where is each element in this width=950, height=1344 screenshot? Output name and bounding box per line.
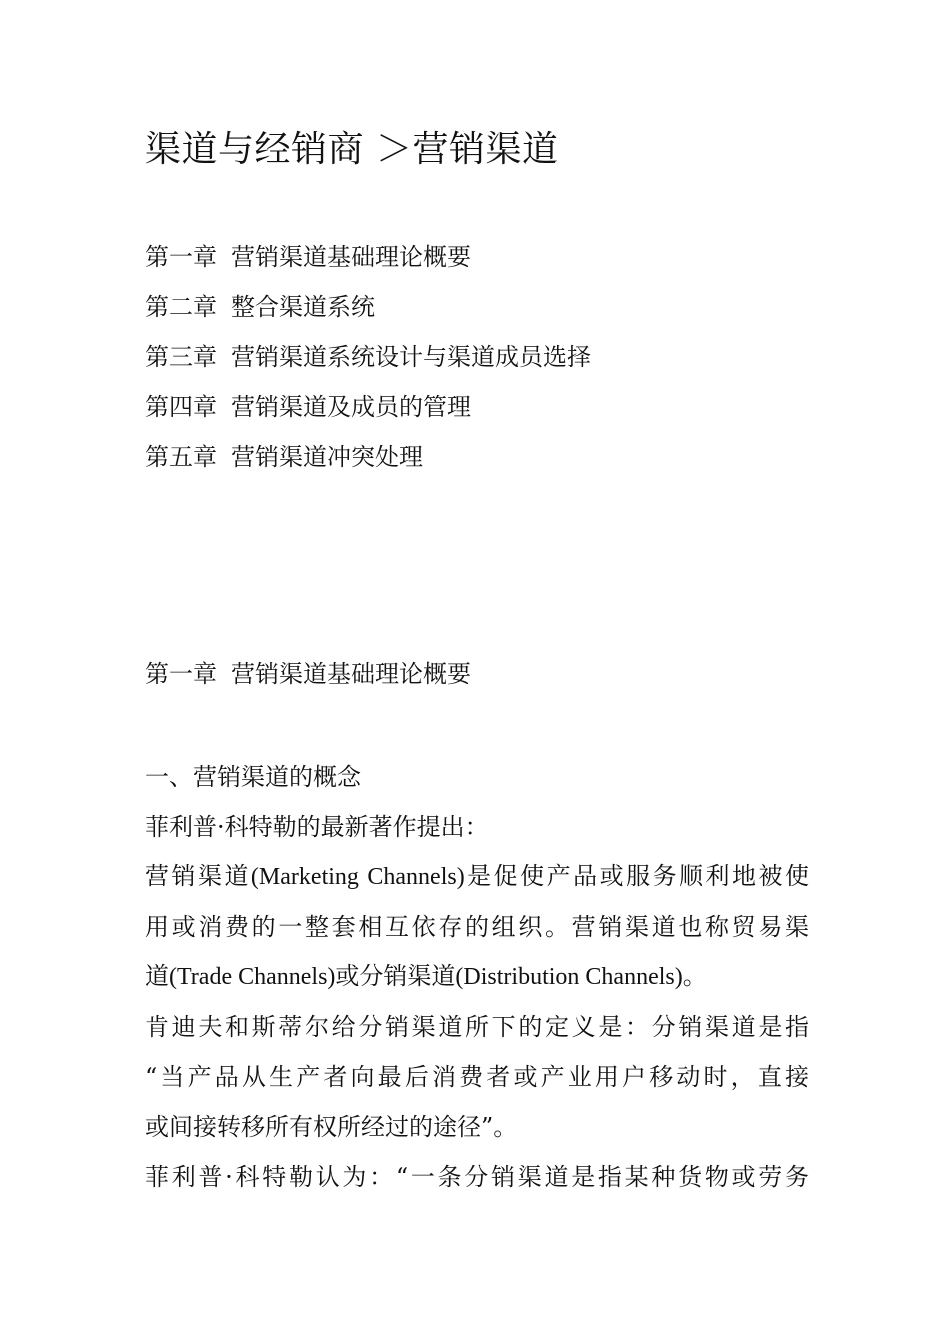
breadcrumb-title: 渠道与经销商 ＞营销渠道: [145, 129, 559, 170]
toc-item[interactable]: [145, 382, 591, 432]
body-line: 或间接转移所有权所经过的途径”。: [145, 1113, 518, 1141]
toc-item[interactable]: [145, 432, 591, 482]
body-line: 用或消费的一整套相互依存的组织。营销渠道也称贸易渠: [145, 913, 809, 941]
toc-chapter-number: 第二章: [145, 293, 217, 321]
toc-item[interactable]: [145, 232, 591, 282]
toc-chapter-number: 第三章: [145, 343, 217, 371]
section-heading: 一、营销渠道的概念: [145, 763, 361, 791]
chapter-title: 营销渠道基础理论概要: [231, 660, 471, 688]
toc-chapter-number: 第五章: [145, 443, 217, 471]
toc-chapter-title: 整合渠道系统: [231, 293, 375, 321]
chapter-number: 第一章: [145, 660, 217, 688]
body-line: “当产品从生产者向最后消费者或产业用户移动时，直接: [145, 1063, 809, 1091]
toc-item[interactable]: [145, 282, 591, 332]
body-line: 道(Trade Channels)或分销渠道(Distribution Channels)。: [145, 964, 707, 990]
toc-chapter-number: 第一章: [145, 243, 217, 271]
body-line: 肯迪夫和斯蒂尔给分销渠道所下的定义是：分销渠道是指: [145, 1013, 809, 1041]
body-line: 菲利普·科特勒认为：“一条分销渠道是指某种货物或劳务: [145, 1163, 809, 1191]
body-line: 菲利普·科特勒的最新著作提出：: [145, 813, 489, 841]
toc-item[interactable]: [145, 332, 591, 382]
toc-chapter-number: 第四章: [145, 393, 217, 421]
chapter-body: [145, 752, 809, 1202]
toc-chapter-title: 营销渠道及成员的管理: [231, 393, 471, 421]
table-of-contents: [145, 232, 591, 482]
toc-chapter-title: 营销渠道冲突处理: [231, 443, 423, 471]
toc-chapter-title: 营销渠道系统设计与渠道成员选择: [231, 343, 591, 371]
body-line: 营销渠道(Marketing Channels)是促使产品或服务顺利地被使: [145, 864, 809, 890]
toc-chapter-title: 营销渠道基础理论概要: [231, 243, 471, 271]
chapter-heading: [145, 654, 471, 694]
